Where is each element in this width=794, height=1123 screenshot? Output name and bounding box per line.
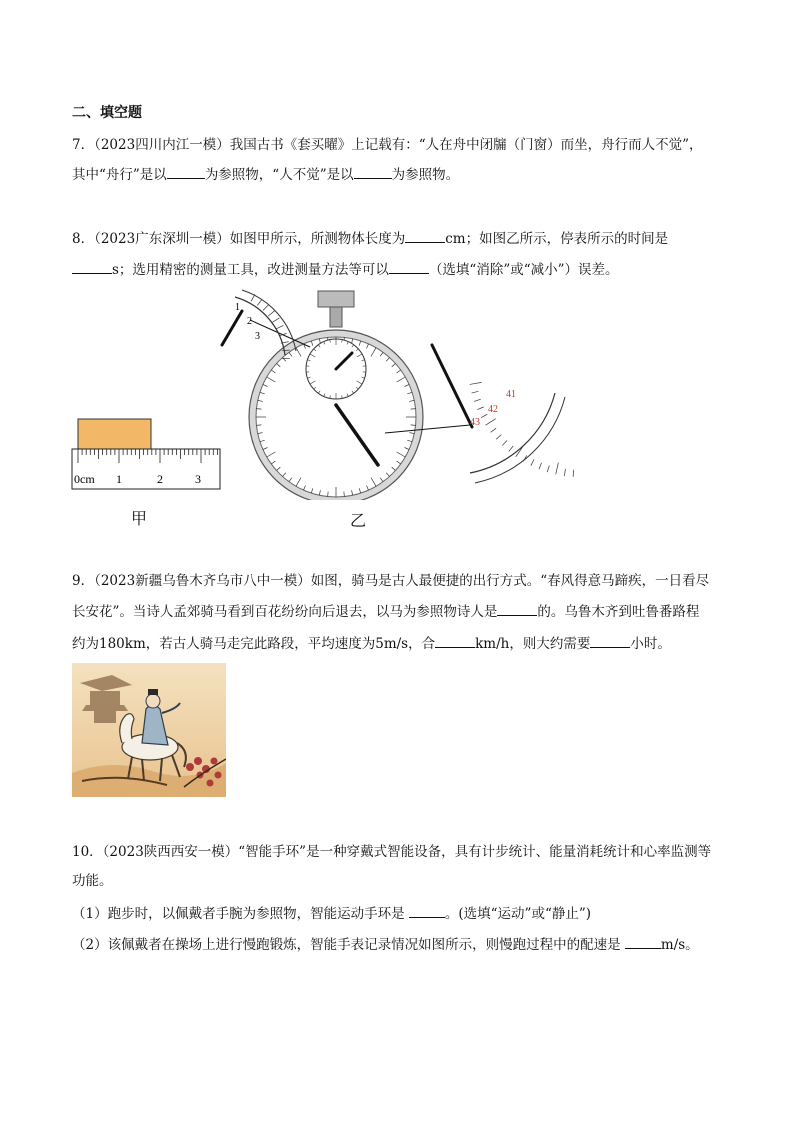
- q9-text-c: 约为180km，若古人骑马走完此路段，平均速度为5m/s，合: [72, 636, 436, 652]
- q9-text-b: 的。乌鲁木齐到吐鲁番路程: [537, 604, 700, 620]
- q8-text-d: （选填“消除”或“减小”）误差。: [428, 262, 619, 278]
- inset-tick: [539, 463, 542, 470]
- q10-line1: 10．（2023陕西西安一模）“智能手环”是一种穿戴式智能设备，具有计步统计、能量消耗统计和心率监测等: [72, 844, 712, 860]
- rider-illustration: [72, 663, 226, 797]
- section-title: 二、填空题: [72, 105, 142, 121]
- fig-label-yi: 乙: [350, 511, 367, 530]
- q7-line1: 7．（2023四川内江一模）我国古书《套买曜》上记载有：“人在舟中闭牖（门窗）而坐，舟行而人不觉”，: [72, 137, 703, 153]
- inset-tick: [556, 463, 559, 475]
- q8-text-c: s；选用精密的测量工具，改进测量方法等可以: [112, 262, 389, 278]
- q10-sub1: [72, 904, 591, 923]
- q10-blank-1: [409, 904, 445, 918]
- q9-text-e: 小时。: [630, 636, 671, 652]
- q9-blank-3: [590, 634, 630, 648]
- q9-blank-2: [435, 634, 475, 648]
- inset-right-label-41: 41: [506, 389, 516, 400]
- q9-line2: [72, 602, 699, 621]
- q8-blank-3: [389, 260, 429, 274]
- inset-left-hand: [222, 311, 242, 345]
- inset-tick: [268, 311, 274, 316]
- inset-right: [432, 345, 574, 483]
- stopwatch-diagram: [249, 291, 470, 500]
- inset-tick: [251, 294, 255, 301]
- q7-text-b: 为参照物，“人不觉”是以: [204, 167, 354, 183]
- inset-tick: [263, 305, 269, 311]
- q7-text-c: 为参照物。: [391, 167, 460, 183]
- q8-line2: [72, 260, 619, 279]
- q10-sub1-text-b: 。(选填“运动”或“静止”): [444, 906, 592, 922]
- ruler-label-1: 1: [116, 472, 122, 486]
- inset-tick: [481, 414, 487, 417]
- inset-tick: [486, 419, 496, 425]
- inset-tick: [496, 435, 501, 440]
- inset-right-label-43: 43: [470, 417, 480, 428]
- q10-line2: 功能。: [72, 873, 113, 889]
- measured-block: [78, 419, 151, 449]
- q8-text-b: cm；如图乙所示，停表所示的时间是: [445, 231, 669, 247]
- q9-text-d: km/h，则大约需要: [475, 636, 591, 652]
- q8-text-a: 8．（2023广东深圳一模）如图甲所示，所测物体长度为: [72, 231, 406, 247]
- q10-sub2-text-b: m/s。: [660, 937, 699, 953]
- q9-blank-1: [497, 602, 537, 616]
- inset-right-hand: [432, 345, 472, 427]
- inset-tick: [470, 382, 482, 384]
- q8-line1: [72, 229, 668, 248]
- q10-sub2: [72, 935, 699, 954]
- fig-label-jia: 甲: [131, 509, 148, 528]
- inset-right-label-42: 42: [488, 404, 498, 415]
- inset-left-label-3: 3: [255, 331, 260, 342]
- inset-left-label-1: 1: [235, 302, 240, 313]
- q8-blank-1: [405, 229, 445, 243]
- ruler-label-3: 3: [195, 472, 201, 486]
- inset-tick: [547, 465, 549, 472]
- q7-line2: [72, 165, 459, 184]
- inset-tick: [273, 318, 280, 322]
- inset-tick: [531, 459, 534, 465]
- q10-sub1-text-a: （1）跑步时，以佩戴者手腕为参照物，智能运动手环是: [72, 906, 409, 922]
- ruler-diagram: [72, 419, 220, 489]
- q7-blank-1: [167, 165, 205, 179]
- stopwatch-stem: [330, 307, 342, 327]
- ruler-label-0: 0cm: [74, 472, 95, 486]
- ruler-label-2: 2: [157, 472, 163, 486]
- inset-tick: [257, 299, 262, 305]
- inset-tick: [509, 446, 513, 451]
- q9-line1: 9．（2023新疆乌鲁木齐乌市八中一模）如图，骑马是古人最便捷的出行方式。“春风得意马蹄疾，一日看尽: [72, 573, 710, 589]
- inset-tick: [502, 441, 507, 446]
- inset-tick: [472, 391, 479, 393]
- q7-blank-2: [354, 165, 392, 179]
- q9-text-a: 长安花”。当诗人孟郊骑马看到百花纷纷向后退去，以马为参照物诗人是: [72, 604, 498, 620]
- q8-figure: [60, 285, 580, 500]
- inset-tick: [564, 469, 565, 476]
- inset-tick: [491, 428, 497, 432]
- inset-tick: [477, 407, 483, 410]
- inset-tick: [276, 325, 283, 328]
- q8-blank-2: [72, 260, 112, 274]
- inset-tick: [474, 399, 481, 401]
- inset-left-label-2: 2: [247, 316, 252, 327]
- q10-sub2-text-a: （2）该佩戴者在操场上进行慢跑锻炼，智能手表记录情况如图所示，则慢跑过程中的配速是: [72, 937, 625, 953]
- q7-text-a: 其中“舟行”是以: [72, 167, 167, 183]
- q10-blank-2: [625, 935, 661, 949]
- q9-line3: [72, 634, 671, 653]
- stopwatch-crown: [318, 291, 354, 307]
